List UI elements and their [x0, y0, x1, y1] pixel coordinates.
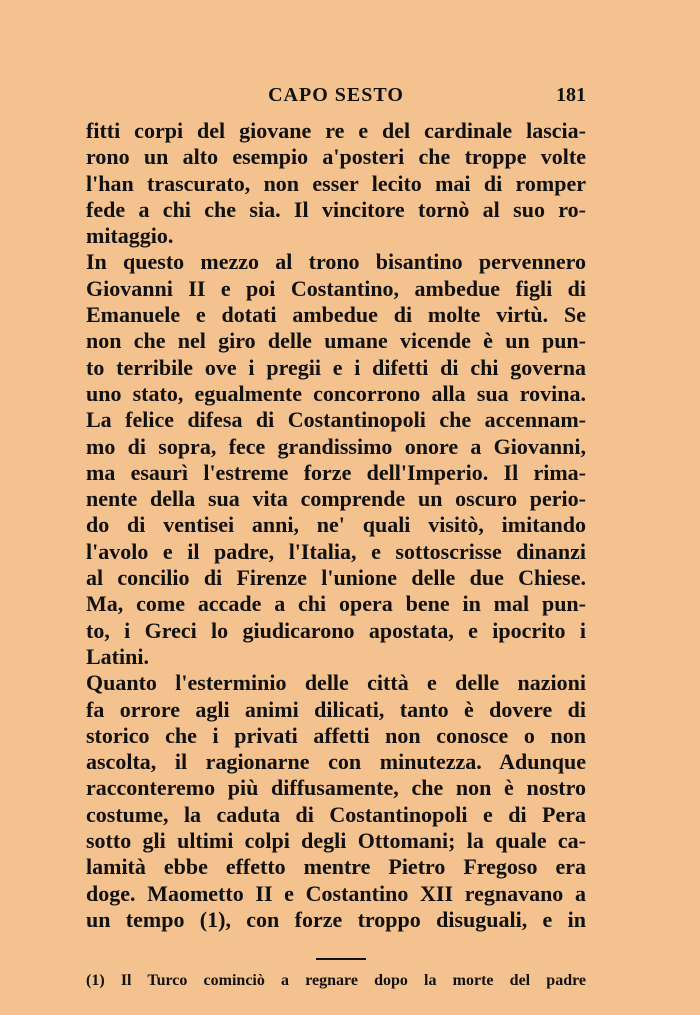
text-line: nente della sua vita comprende un oscuro perio-	[86, 486, 586, 512]
text-line: uno stato, egualmente concorrono alla sua rovina.	[86, 380, 586, 406]
text-line: non che nel giro delle umane vicende è un pun-	[86, 328, 586, 354]
text-line: Giovanni II e poi Costantino, ambedue figli di	[86, 275, 586, 301]
text-line: costume, la caduta di Costantinopoli e di Pera	[86, 801, 586, 827]
footnote: (1) Il Turco cominciò a regnare dopo la morte del padre	[86, 972, 586, 989]
text-line: storico che i privati affetti non conosce o non	[86, 722, 586, 748]
text-line: un tempo (1), con forze troppo disuguali, e in	[86, 906, 586, 932]
text-line: rono un alto esempio a'posteri che troppe volte	[86, 144, 586, 170]
page-header	[86, 84, 586, 112]
text-line: do di ventisei anni, ne' quali visitò, imitando	[86, 512, 586, 538]
body-text	[86, 118, 586, 933]
text-line: ascolta, il ragionarne con minutezza. Adunque	[86, 749, 586, 775]
text-line: fa orrore agli animi dilicati, tanto è dovere di	[86, 696, 586, 722]
text-line: l'han trascurato, non esser lecito mai di romper	[86, 170, 586, 196]
text-line: Emanuele e dotati ambedue di molte virtù. Se	[86, 302, 586, 328]
text-line: sotto gli ultimi colpi degli Ottomani; la quale ca-	[86, 828, 586, 854]
text-line: Latini.	[86, 643, 149, 669]
text-line: doge. Maometto II e Costantino XII regnavano a	[86, 880, 586, 906]
text-line: In questo mezzo al trono bisantino pervennero	[86, 249, 586, 275]
text-line: mo di sopra, fece grandissimo onore a Giovanni,	[86, 433, 586, 459]
text-line: al concilio di Firenze l'unione delle due Chiese.	[86, 565, 586, 591]
text-line: l'avolo e il padre, l'Italia, e sottoscrisse dinanzi	[86, 538, 586, 564]
text-line: to, i Greci lo giudicarono apostata, e ipocrito i	[86, 617, 586, 643]
running-title: CAPO SESTO	[268, 84, 404, 106]
text-line: Quanto l'esterminio delle città e delle nazioni	[86, 670, 586, 696]
text-line: ma esaurì l'estreme forze dell'Imperio. Il rima-	[86, 459, 586, 485]
text-line: racconteremo più diffusamente, che non è nostro	[86, 775, 586, 801]
text-line: fitti corpi del giovane re e del cardinale lascia-	[86, 118, 586, 143]
text-line: La felice difesa di Costantinopoli che accennam-	[86, 407, 586, 433]
text-line: mitaggio.	[86, 223, 174, 249]
footnote-rule	[316, 958, 366, 960]
page-number: 181	[556, 84, 586, 106]
text-line: lamità ebbe effetto mentre Pietro Fregoso era	[86, 854, 586, 880]
text-line: fede a chi che sia. Il vincitore tornò al suo ro-	[86, 196, 586, 222]
text-line: Ma, come accade a chi opera bene in mal pun-	[86, 591, 586, 617]
text-line: to terribile ove i pregii e i difetti di chi governa	[86, 354, 586, 380]
